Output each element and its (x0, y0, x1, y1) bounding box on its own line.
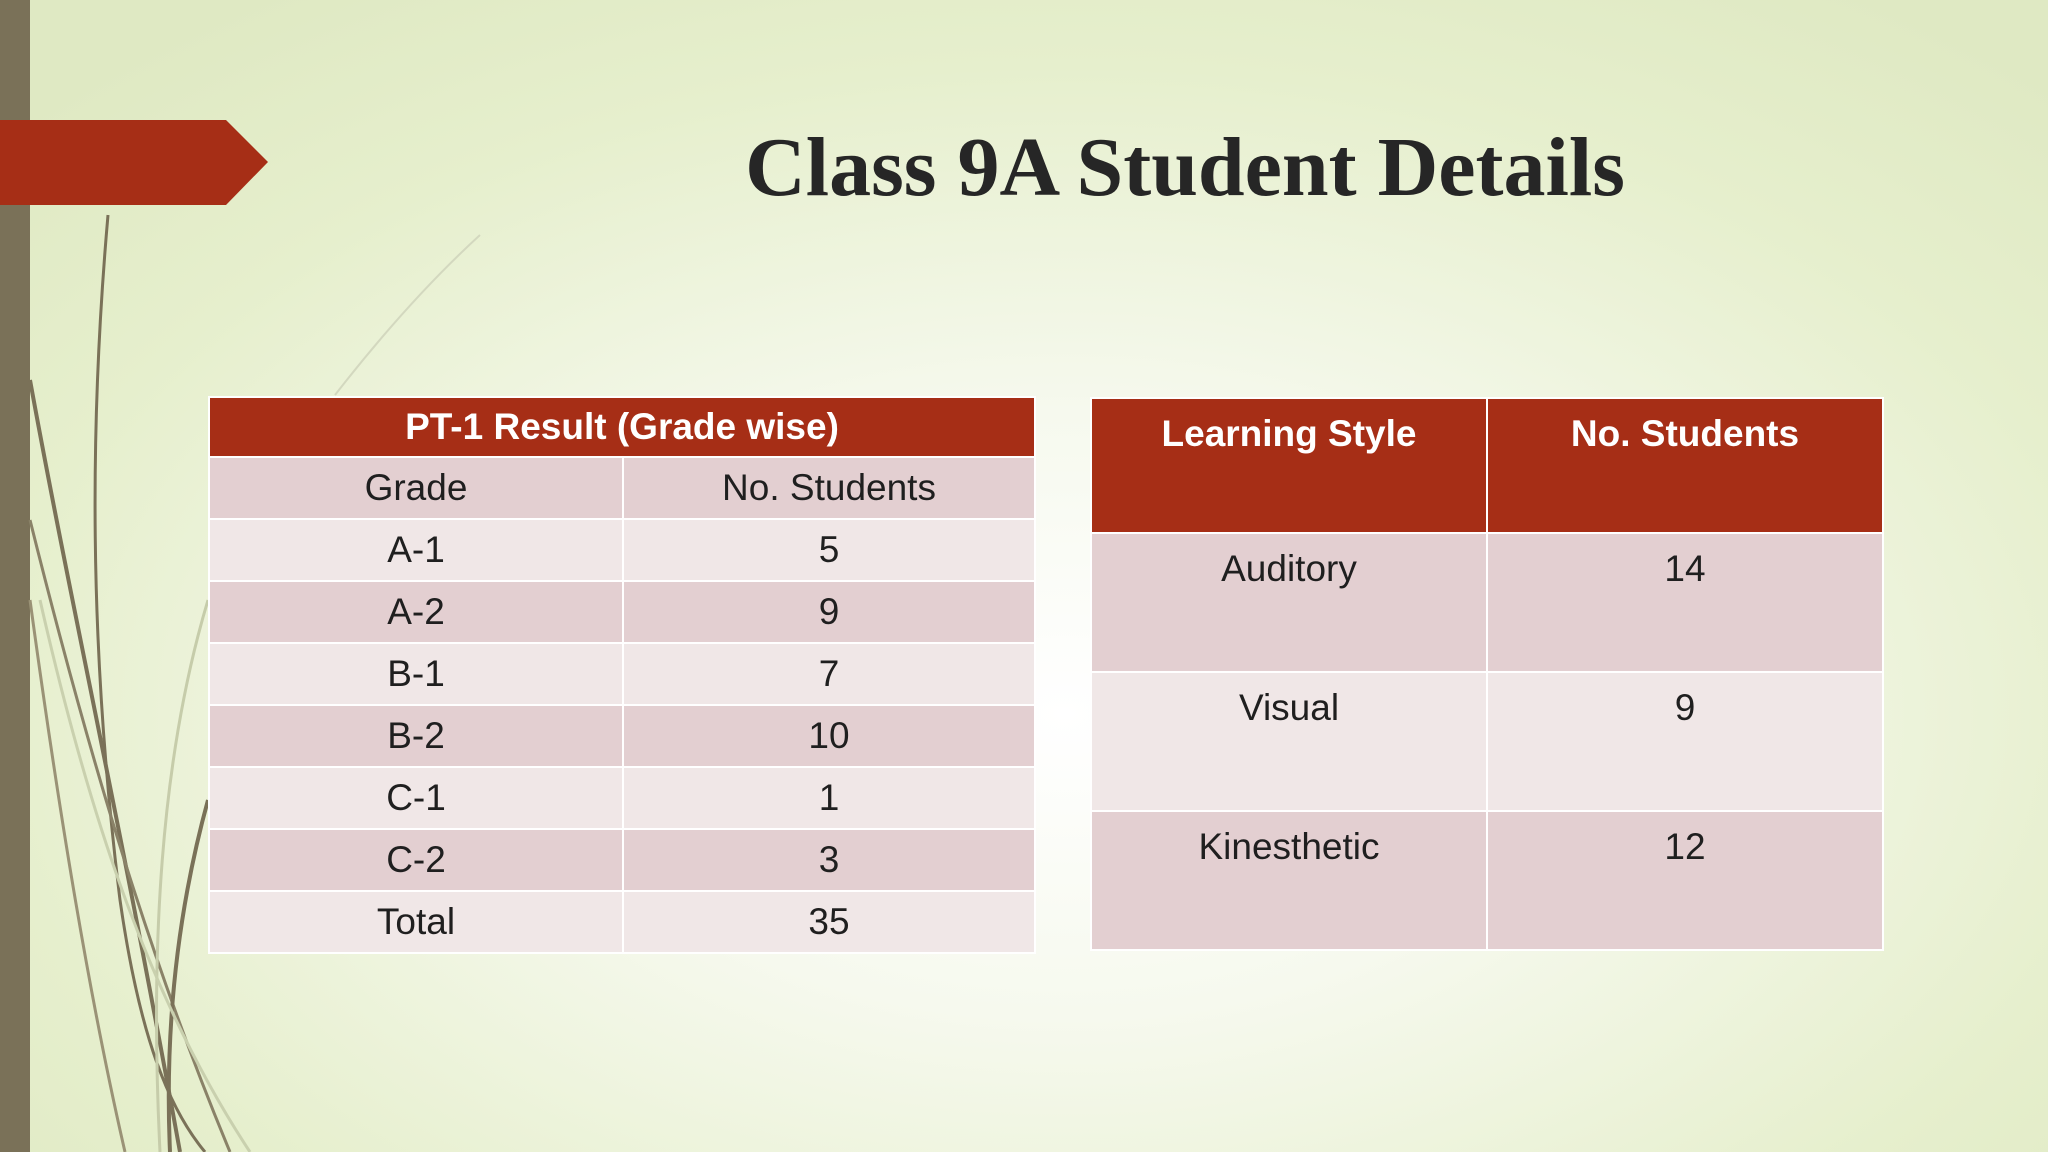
grade-table-caption: PT-1 Result (Grade wise) (209, 397, 1035, 457)
grade-cell: B-2 (209, 705, 623, 767)
count-cell: 3 (623, 829, 1035, 891)
table-row (1091, 533, 1883, 672)
table-row (1091, 811, 1883, 950)
count-cell: 9 (1487, 672, 1883, 811)
table-row-total (209, 891, 1035, 953)
count-cell: 35 (623, 891, 1035, 953)
grade-cell: C-2 (209, 829, 623, 891)
table-row (209, 519, 1035, 581)
table-row (1091, 672, 1883, 811)
table-row (209, 767, 1035, 829)
table-header-row (209, 457, 1035, 519)
table-row (209, 643, 1035, 705)
column-header-learning-style: Learning Style (1091, 398, 1487, 533)
table-row (209, 581, 1035, 643)
learning-style-table (1090, 397, 1884, 951)
table-row (209, 829, 1035, 891)
count-cell: 14 (1487, 533, 1883, 672)
table-row (209, 705, 1035, 767)
count-cell: 9 (623, 581, 1035, 643)
slide-title: Class 9A Student Details (745, 121, 1625, 214)
column-header-count: No. Students (623, 457, 1035, 519)
grade-cell: A-1 (209, 519, 623, 581)
grade-results-table (208, 396, 1036, 954)
count-cell: 10 (623, 705, 1035, 767)
column-header-grade: Grade (209, 457, 623, 519)
style-cell: Visual (1091, 672, 1487, 811)
column-header-count: No. Students (1487, 398, 1883, 533)
count-cell: 5 (623, 519, 1035, 581)
count-cell: 7 (623, 643, 1035, 705)
style-cell: Auditory (1091, 533, 1487, 672)
count-cell: 12 (1487, 811, 1883, 950)
count-cell: 1 (623, 767, 1035, 829)
grade-cell: A-2 (209, 581, 623, 643)
style-cell: Kinesthetic (1091, 811, 1487, 950)
grade-cell: C-1 (209, 767, 623, 829)
grade-cell: B-1 (209, 643, 623, 705)
grade-cell: Total (209, 891, 623, 953)
title-accent-arrow (0, 120, 268, 205)
